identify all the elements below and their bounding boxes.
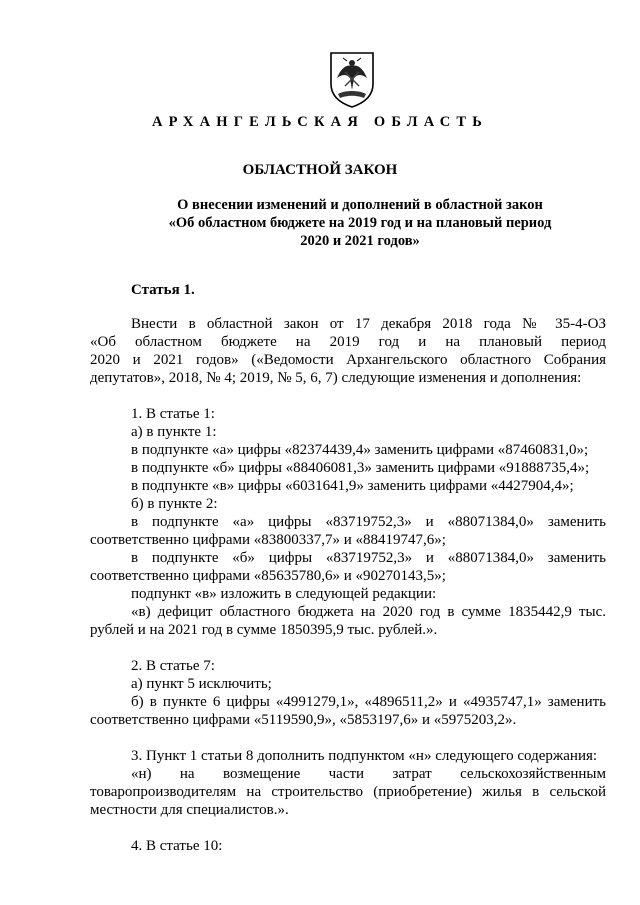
- body-line: а) в пункте 1:: [131, 424, 217, 440]
- body-line: 2020 и 2021 годов» («Ведомости Архангельского областного Собрания: [90, 352, 606, 368]
- body-line: соответственно цифрами «5119590,9», «5853197,6» и «5975203,2».: [90, 712, 517, 728]
- law-subject: [120, 196, 600, 250]
- body-line: «н) на возмещение части затрат сельскохозяйственным: [131, 766, 606, 782]
- body-line: товаропроизводителям на строительство (приобретение) жилья в сельской: [90, 784, 606, 800]
- item-heading: 1. В статье 1:: [131, 406, 215, 422]
- body-line: в подпункте «б» цифры «88406081,3» заменить цифрами «91888735,4»;: [131, 460, 590, 476]
- document-type: ОБЛАСТНОЙ ЗАКОН: [242, 162, 398, 178]
- body-line: Внести в областной закон от 17 декабря 2018 года № 35-4-ОЗ: [131, 316, 606, 332]
- body-line: в подпункте «в» цифры «6031641,9» заменить цифрами «4427904,4»;: [131, 478, 574, 494]
- item-heading: 4. В статье 10:: [131, 838, 223, 854]
- body-line: «Об областном бюджете на 2019 год и на плановый период: [90, 334, 606, 350]
- body-line: «в) дефицит областного бюджета на 2020 год в сумме 1835442,9 тыс.: [131, 604, 606, 620]
- subject-line: 2020 и 2021 годов»: [300, 233, 420, 249]
- body-line: а) пункт 5 исключить;: [131, 676, 272, 692]
- coat-of-arms-icon: [327, 50, 377, 108]
- subject-line: О внесении изменений и дополнений в областной закон: [177, 197, 543, 213]
- article-body: [90, 315, 606, 855]
- article-title: Статья 1.: [131, 282, 195, 298]
- body-line: рублей и на 2021 год в сумме 1850395,9 тыс. рублей.».: [90, 622, 438, 638]
- body-line: б) в пункте 6 цифры «4991279,1», «4896511,2» и «4935747,1» заменить: [131, 694, 606, 710]
- body-line: подпункт «в» изложить в следующей редакции:: [131, 586, 437, 602]
- body-line: в подпункте «а» цифры «83719752,3» и «88071384,0» заменить: [131, 514, 606, 530]
- body-line: в подпункте «а» цифры «82374439,4» заменить цифрами «87460831,0»;: [131, 442, 589, 458]
- item-heading: 3. Пункт 1 статьи 8 дополнить подпунктом «н» следующего содержания:: [131, 748, 598, 764]
- region-name: АРХАНГЕЛЬСКАЯ ОБЛАСТЬ: [151, 114, 489, 130]
- body-line: б) в пункте 2:: [131, 496, 218, 512]
- body-line: местности для специалистов.».: [90, 802, 289, 818]
- body-line: соответственно цифрами «83800337,7» и «88419747,6»;: [90, 532, 446, 548]
- item-heading: 2. В статье 7:: [131, 658, 215, 674]
- subject-line: «Об областном бюджете на 2019 год и на плановый период: [168, 215, 552, 231]
- body-line: в подпункте «б» цифры «83719752,3» и «88071384,0» заменить: [131, 550, 606, 566]
- body-line: соответственно цифрами «85635780,6» и «90270143,5»;: [90, 568, 446, 584]
- body-line: депутатов», 2018, № 4; 2019, № 5, 6, 7) следующие изменения и дополнения:: [90, 370, 582, 386]
